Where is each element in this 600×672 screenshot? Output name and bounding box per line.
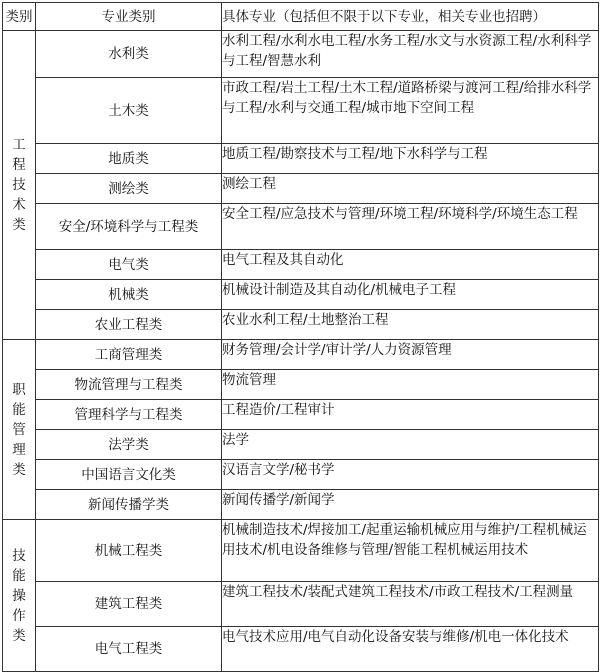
specialties-cell: 电气工程及其自动化 [222, 250, 599, 280]
table-row [3, 370, 599, 400]
header-category: 类别 [3, 3, 36, 31]
subcategory-cell: 土木类 [36, 78, 222, 144]
subcategory-cell: 机械类 [36, 280, 222, 310]
table-row [3, 400, 599, 430]
header-specialties: 具体专业（包括但不限于以下专业，相关专业也招聘） [222, 3, 599, 31]
specialties-cell: 法学 [222, 430, 599, 460]
category-cell-engineering [3, 31, 36, 340]
subcategory-cell: 农业工程类 [36, 310, 222, 340]
subcategory-cell: 新闻传播学类 [36, 490, 222, 520]
table-row [3, 31, 599, 78]
specialties-cell: 农业水利工程/土地整治工程 [222, 310, 599, 340]
header-subcategory: 专业类别 [36, 3, 222, 31]
specialties-cell: 安全工程/应急技术与管理/环境工程/环境科学/环境生态工程 [222, 204, 599, 250]
table-row [3, 627, 599, 672]
category-cell-management [3, 340, 36, 520]
header-row [3, 3, 599, 31]
table-row [3, 520, 599, 582]
specialties-cell: 新闻传播学/新闻学 [222, 490, 599, 520]
specialties-cell: 财务管理/会计学/审计学/人力资源管理 [222, 340, 599, 370]
category-label: 职能管理类 [12, 381, 26, 478]
subcategory-cell: 地质类 [36, 144, 222, 174]
table-row [3, 340, 599, 370]
table-row [3, 78, 599, 144]
specialties-cell: 工程造价/工程审计 [222, 400, 599, 430]
table-row [3, 280, 599, 310]
specialties-cell: 水利工程/水利水电工程/水务工程/水文与水资源工程/水利科学与工程/智慧水利 [222, 31, 599, 78]
specialties-cell: 机械制造技术/焊接加工/起重运输机械应用与维护/工程机械运用技术/机电设备维修与管理/智能工程机械运用技术 [222, 520, 599, 582]
subcategory-cell: 管理科学与工程类 [36, 400, 222, 430]
specialties-cell: 市政工程/岩土工程/土木工程/道路桥梁与渡河工程/给排水科学与工程/水利与交通工程/城市地下空间工程 [222, 78, 599, 144]
subcategory-cell: 法学类 [36, 430, 222, 460]
subcategory-cell: 物流管理与工程类 [36, 370, 222, 400]
specialties-cell: 汉语言文学/秘书学 [222, 460, 599, 490]
subcategory-cell: 电气类 [36, 250, 222, 280]
table-row [3, 250, 599, 280]
category-label: 技能操作类 [12, 547, 26, 644]
table-row [3, 144, 599, 174]
table-row [3, 460, 599, 490]
specialties-cell: 测绘工程 [222, 174, 599, 204]
category-label: 工程技术类 [12, 137, 26, 233]
subcategory-cell: 测绘类 [36, 174, 222, 204]
table-row [3, 204, 599, 250]
specialties-cell: 建筑工程技术/装配式建筑工程技术/市政工程技术/工程测量 [222, 582, 599, 627]
table-row [3, 174, 599, 204]
subcategory-cell: 安全/环境科学与工程类 [36, 204, 222, 250]
subcategory-cell: 中国语言文化类 [36, 460, 222, 490]
subcategory-cell: 电气工程类 [36, 627, 222, 672]
table-row [3, 430, 599, 460]
majors-table [2, 2, 599, 672]
table-row [3, 582, 599, 627]
specialties-cell: 物流管理 [222, 370, 599, 400]
subcategory-cell: 水利类 [36, 31, 222, 78]
subcategory-cell: 机械工程类 [36, 520, 222, 582]
category-cell-skills [3, 520, 36, 672]
table-row [3, 310, 599, 340]
subcategory-cell: 工商管理类 [36, 340, 222, 370]
subcategory-cell: 建筑工程类 [36, 582, 222, 627]
specialties-cell: 地质工程/勘察技术与工程/地下水科学与工程 [222, 144, 599, 174]
specialties-cell: 机械设计制造及其自动化/机械电子工程 [222, 280, 599, 310]
table-row [3, 490, 599, 520]
specialties-cell: 电气技术应用/电气自动化设备安装与维修/机电一体化技术 [222, 627, 599, 672]
